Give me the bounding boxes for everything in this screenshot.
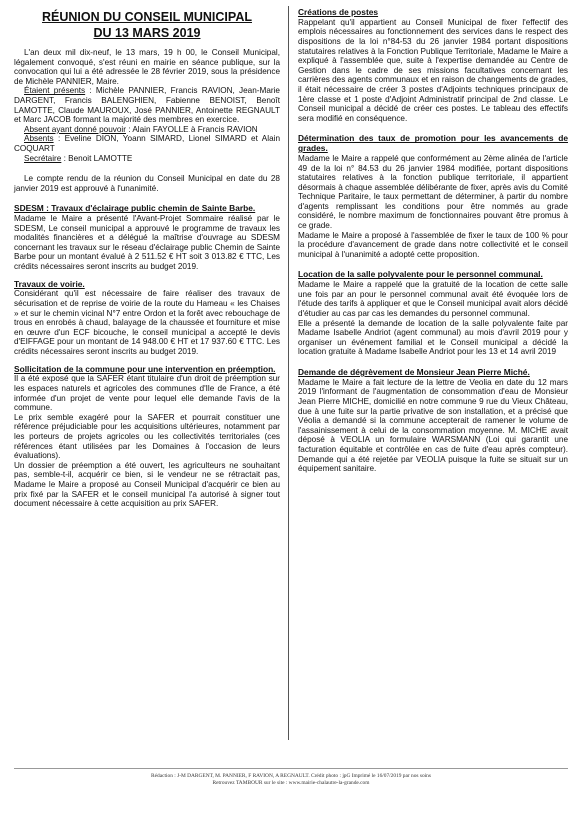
section-heading-voirie: Travaux de voirie. [14, 278, 85, 289]
section-heading-degrevement: Demande de dégrèvement de Monsieur Jean Pierre Miché. [298, 367, 530, 377]
footer-divider [14, 768, 568, 769]
compte-rendu: Le compte rendu de la réunion du Conseil Municipal en date du 28 janvier 2019 est approuvé à l'unanimité. [14, 174, 280, 193]
section-heading-postes: Créations de postes [298, 7, 379, 17]
column-divider [288, 6, 289, 740]
section-heading-promotion: Détermination des taux de promotion pour les avancements de grades. [298, 133, 568, 154]
section-body-preemption-2: Le prix semble exagéré pour la SAFER et pourrait constituer une référence préjudiciable pour les acquisitions ultérieures, notamment par les porteurs de projets agricoles ou les collectivités territoriales (ces références étant utilisées par les Domaines à l'occasion de leurs évaluations). [14, 412, 280, 461]
absents-line: Absents : Eveline DION, Yoann SIMARD, Lionel SIMARD et Alain COQUART [14, 134, 280, 153]
section-body-postes: Rappelant qu'il appartient au Conseil Municipal de fixer l'effectif des emplois nécessaires au fonctionnement des services dans le respect des dispositions de la loi n°84-53 du 26 janvier 1984 portant dispositions statutaires relatives à la Fonction Publique Territoriale, Madame le Maire a expliqué à l'assemblée que, suite à l'expertise demandée au Centre de Gestion dans le cadre de ses missions facultatives concernant les carrières des agents communaux et en raison de changements de grades, il était nécessaire de créer 3 postes d'Adjoints techniques principaux de 1ère classe et 1 poste d'Adjoint Administratif principal de 2nd classe. Le Conseil municipal a décidé de créer ces postes. Le tableau des effectifs sera modifié en conséquence. [298, 17, 568, 123]
page-title-line1: RÉUNION DU CONSEIL MUNICIPAL [42, 10, 252, 24]
right-column [298, 8, 568, 474]
pouvoir-line: Absent ayant donné pouvoir : Alain FAYOLLE à Francis RAVION [24, 124, 258, 134]
section-body-voirie: Considérant qu'il est nécessaire de faire réaliser des travaux de sécurisation et de reprise de voirie de la route du Hameau « les Chaises » et sur le chemin vicinal N°7 entre Ordon et la forêt avec rebouchage de trous en enrobés à chaud, balayage de la chaussée et fourniture et mise en œuvre d'un ECF bicouche, le conseil municipal a accepté le devis d'EIFFAGE pour un montant de 14 948.00 € HT et 17 937.60 € TTC. Les crédits nécessaires seront inscrits au budget 2019. [14, 289, 280, 357]
section-heading-sdesm: SDESM : Travaux d'éclairage public chemin de Sainte Barbe. [14, 203, 256, 214]
section-heading-location: Location de la salle polyvalente pour le personnel communal. [298, 269, 543, 280]
section-body-sdesm: Madame le Maire a présenté l'Avant-Projet Sommaire réalisé par le SDESM, Le conseil municipal a approuvé le programme de travaux les modalités financières et a délégué la maîtrise d'ouvrage au SDESM concernant les travaux sur le réseau d'éclairage public Chemin de Sainte Barbe pour un montant évalué à 2 511.52 € HT soit 3 013.82 € TTC, Les crédits nécessaires seront inscrits au budget 2019. [14, 214, 280, 272]
intro-paragraph: L'an deux mil dix-neuf, le 13 mars, 19 h 00, le Conseil Municipal, légalement convoqué, s'est réuni en mairie en séance publique, sur la convocation qui lui a été adressée le 28 février 2019, sous la présidence de Michèle PANNIER, Maire. [14, 48, 280, 86]
section-body-location-2: Elle a présenté la demande de location de la salle polyvalente faite par Madame Isabelle Andriot (agent communal) au mois d'avril 2019 pour y organiser un événement familial et le Conseil municipal a décidé la location gratuite à Madame Isabelle Andriot pour les 13 et 14 avril 2019 [298, 318, 568, 357]
section-body-degrevement: Madame le Maire a fait lecture de la lettre de Veolia en date du 12 mars 2019 l'informant de l'augmentation de consommation d'eau de Monsieur Jean Pierre MICHE, domicilié en notre commune 9 rue du Vieux Château, due à une fuite sur la partie privative de son installation, et a précisé que Véolia a demandé si la commune accepterait de ramener le volume de l'assainissement à celui de la consommation moyenne. M. MICHE avait déposé à VEOLIA un formulaire WARSMANN (Loi qui garantit une facturation équitable et contrôlée en cas de fuite d'eau après compteur). Demande qui a été rejetée par VEOLIA puisque la fuite se situait sur un équipement sanitaire. [298, 377, 568, 474]
page-title-line2: DU 13 MARS 2019 [93, 26, 201, 40]
presents-line: Étaient présents : Michèle PANNIER, Francis RAVION, Jean-Marie DARGENT, Francis BALENGHIEN, Fabienne BENOIST, Benoît LAMOTTE, Claude MAUROUX, José PANNIER, Antoinette REGNAULT et Marc JACOB formant la majorité des membres en exercice. [14, 86, 280, 125]
section-body-preemption-3: Un dossier de préemption a été ouvert, les agriculteurs ne souhaitant pas, semble-t-il, acquérir ce bien, si le vendeur ne se rétractait pas, Madame le Maire a proposé au Conseil Municipal d'acquérir ce bien au prix fixé par la SAFER et le conseil municipal l'a autorisé à signer tout document nécessaire à cette acquisition au prix SAFER. [14, 460, 280, 509]
footer-credits: Rédaction : J-M DARGENT, M. PANNIER, F RAVION, A REGNAULT. Crédit photo : jpG Imprimé le 16/07/2019 par nos soins [151, 773, 431, 779]
section-body-promotion-2: Madame le Maire a proposé à l'assemblée de fixer le taux de 100 % pour la procédure d'avancement de grade dans notre collectivité et le conseil municipal à l'unanimité a adopté cette proposition. [298, 230, 568, 259]
section-body-location-1: Madame le Maire a rappelé que la gratuité de la location de cette salle une fois par an pour le personnel communal avait été évoquée lors de l'étude des tarifs à appliquer et que le Conseil municipal avait alors décidé d'étudier au cas par cas les demandes du personnel communal. [298, 280, 568, 319]
footer-website: Retrouvez TAMBOUR sur le site : www.mairie-chalautre-la-grande.com [212, 780, 370, 786]
section-heading-preemption: Sollicitation de la commune pour une intervention en préemption. [14, 363, 276, 374]
secretaire-line: Secrétaire : Benoit LAMOTTE [24, 153, 133, 163]
section-body-preemption-1: Il a été exposé que la SAFER étant titulaire d'un droit de préemption sur les espaces naturels et agricoles des communes d'Ile de France, a été informée d'un projet de vente pour lequel elle demande l'avis de la commune. [14, 374, 280, 413]
left-column [14, 8, 280, 509]
section-body-promotion-1: Madame le Maire a rappelé que conformément au 2ème alinéa de l'article 49 de la loi n° 84.53 du 26 janvier 1984 modifiée, portant dispositions statutaires relatives à la fonction publique territoriale, il appartient désormais à chaque assemblée délibérante de fixer, après avis du Comité Technique Paritaire, le taux permettant de déterminer, à partir du nombre d'agents remplissant les conditions pour être nommés au grade considéré, le nombre maximum de fonctionnaires pouvant être promus à ce grade. [298, 153, 568, 231]
